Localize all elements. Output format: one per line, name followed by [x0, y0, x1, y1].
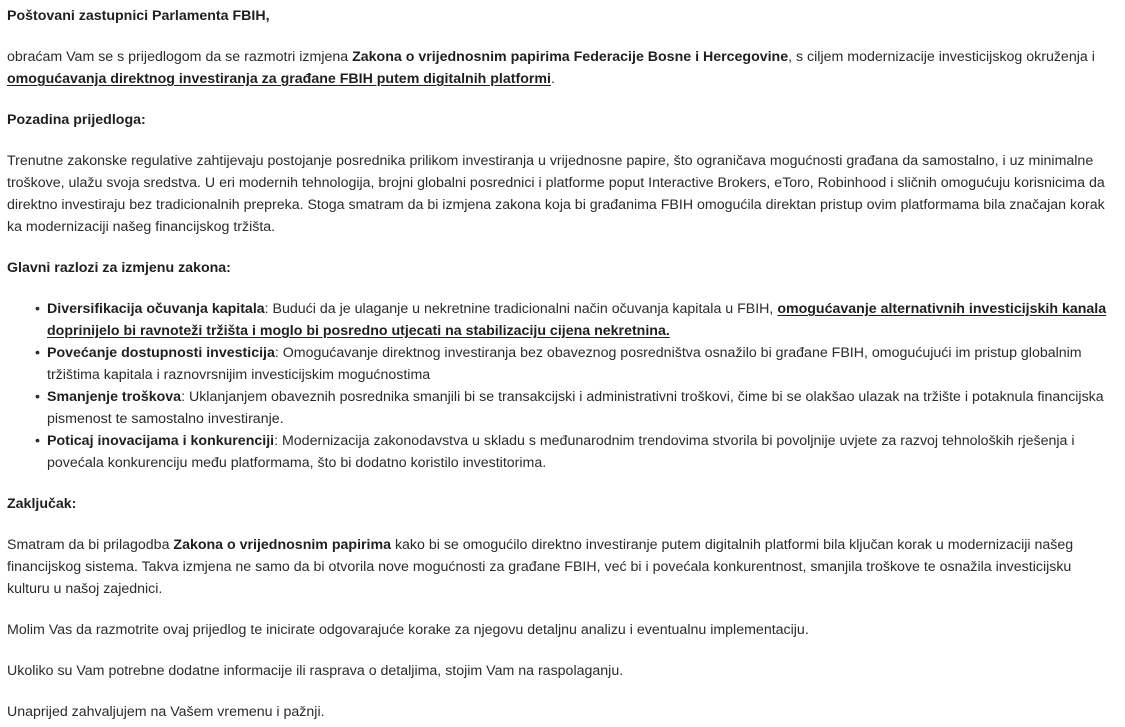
background-heading [7, 109, 1111, 131]
reasons-heading [7, 257, 1111, 279]
reason-underlined-text: omogućavanje alternativnih investicijskih kanala doprinijelo bi ravnoteži tržišta i moglo bi posredno utjecati na stabilizaciju cijena nekretnina. [47, 301, 1107, 339]
greeting-text: Poštovani zastupnici Parlamenta FBIH, [7, 8, 270, 24]
reason-text: : Modernizacija zakonodavstva u skladu s međunarodnim trendovima stvorila bi povoljnije uvjete za razvoj tehnoloških rješenja i povećala konkurenciju među platformama, što bi dodatno koristilo investitorima. [47, 433, 1075, 471]
conclusion-law-bold: Zakona o vrijednosnim papirima [173, 537, 391, 553]
reason-text: : Uklanjanjem obaveznih posrednika smanjili bi se transakcijski i administrativni troškovi, čime bi se olakšao ulazak na tržište i potaknula financijska pismenost te samostalno investiranje. [47, 389, 1104, 427]
reasons-heading-text: Glavni razlozi za izmjenu zakona: [7, 260, 231, 276]
greeting [7, 5, 1111, 27]
intro-text-3: . [550, 71, 555, 87]
background-heading-text: Pozadina prijedloga: [7, 112, 146, 128]
conclusion-text-1: Smatram da bi prilagodba [7, 537, 174, 553]
conclusion-heading [7, 493, 1111, 515]
reason-title: Povećanje dostupnosti investicija [47, 345, 275, 361]
background-paragraph: Trenutne zakonske regulative zahtijevaju postojanje posrednika prilikom investiranja u vrijednosne papire, što ograničava mogućnosti građana da samostalno, i uz minimalne troškove, ulažu svoja sredstva. U eri modernih tehnologija, brojni globalni posrednici i platforme poput Interactive Brokers, eToro, Robinhood i sličnih omogućuju korisnicima da direktno investiraju bez tradicionalnih prepreka. Stoga smatram da bi izmjena zakona koja bi građanima FBIH omogućila direktan pristup ovim platformama bila značajan korak ka modernizaciji našeg financijskog tržišta. [7, 153, 1105, 235]
intro-underlined-goal: omogućavanja direktnog investiranja za građane FBIH putem digitalnih platformi [7, 71, 551, 87]
intro-paragraph [7, 46, 1111, 90]
law-name-bold: Zakona o vrijednosnim papirima Federacije Bosne i Hercegovine [352, 49, 789, 65]
reason-title: Smanjenje troškova [47, 389, 182, 405]
reasons-list [7, 298, 1111, 474]
reason-title: Diversifikacija očuvanja kapitala [47, 301, 265, 317]
reason-text: : Omogućavanje direktnog investiranja bez obaveznog posredništva osnažilo bi građane FBIH, omogućujući im pristup globalnim tržištima kapitala i raznovrsnijim investicijskim mogućnostima [47, 345, 1082, 383]
conclusion-text-2: kako bi se omogućilo direktno investiranje putem digitalnih platformi bila ključan korak u modernizaciji našeg financijskog sistema. Takva izmjena ne samo da bi otvorila nove mogućnosti za građane FBIH, već bi i povećala konkurentnost, smanjila troškove te osnažila investicijsku kulturu u našoj zajednici. [7, 537, 1074, 597]
thanks-paragraph: Unaprijed zahvaljujem na Vašem vremenu i pažnji. [7, 704, 325, 720]
reason-text: : Budući da je ulaganje u nekretnine tradicionalni način očuvanja kapitala u FBIH, [264, 301, 778, 317]
intro-text-2: , s ciljem modernizacije investicijskog okruženja i [788, 49, 1095, 65]
intro-text-1: obraćam Vam se s prijedlogom da se razmotri izmjena [7, 49, 353, 65]
list-item [47, 342, 1111, 386]
list-item [47, 386, 1111, 430]
reason-title: Poticaj inovacijama i konkurenciji [47, 433, 275, 449]
conclusion-paragraph [7, 534, 1111, 600]
offer-paragraph: Ukoliko su Vam potrebne dodatne informacije ili rasprava o detaljima, stojim Vam na raspolaganju. [7, 663, 624, 679]
list-item [47, 430, 1111, 474]
conclusion-heading-text: Zaključak: [7, 496, 77, 512]
request-paragraph: Molim Vas da razmotrite ovaj prijedlog te inicirate odgovarajuće korake za njegovu detaljnu analizu i eventualnu implementaciju. [7, 622, 809, 638]
list-item [47, 298, 1111, 342]
